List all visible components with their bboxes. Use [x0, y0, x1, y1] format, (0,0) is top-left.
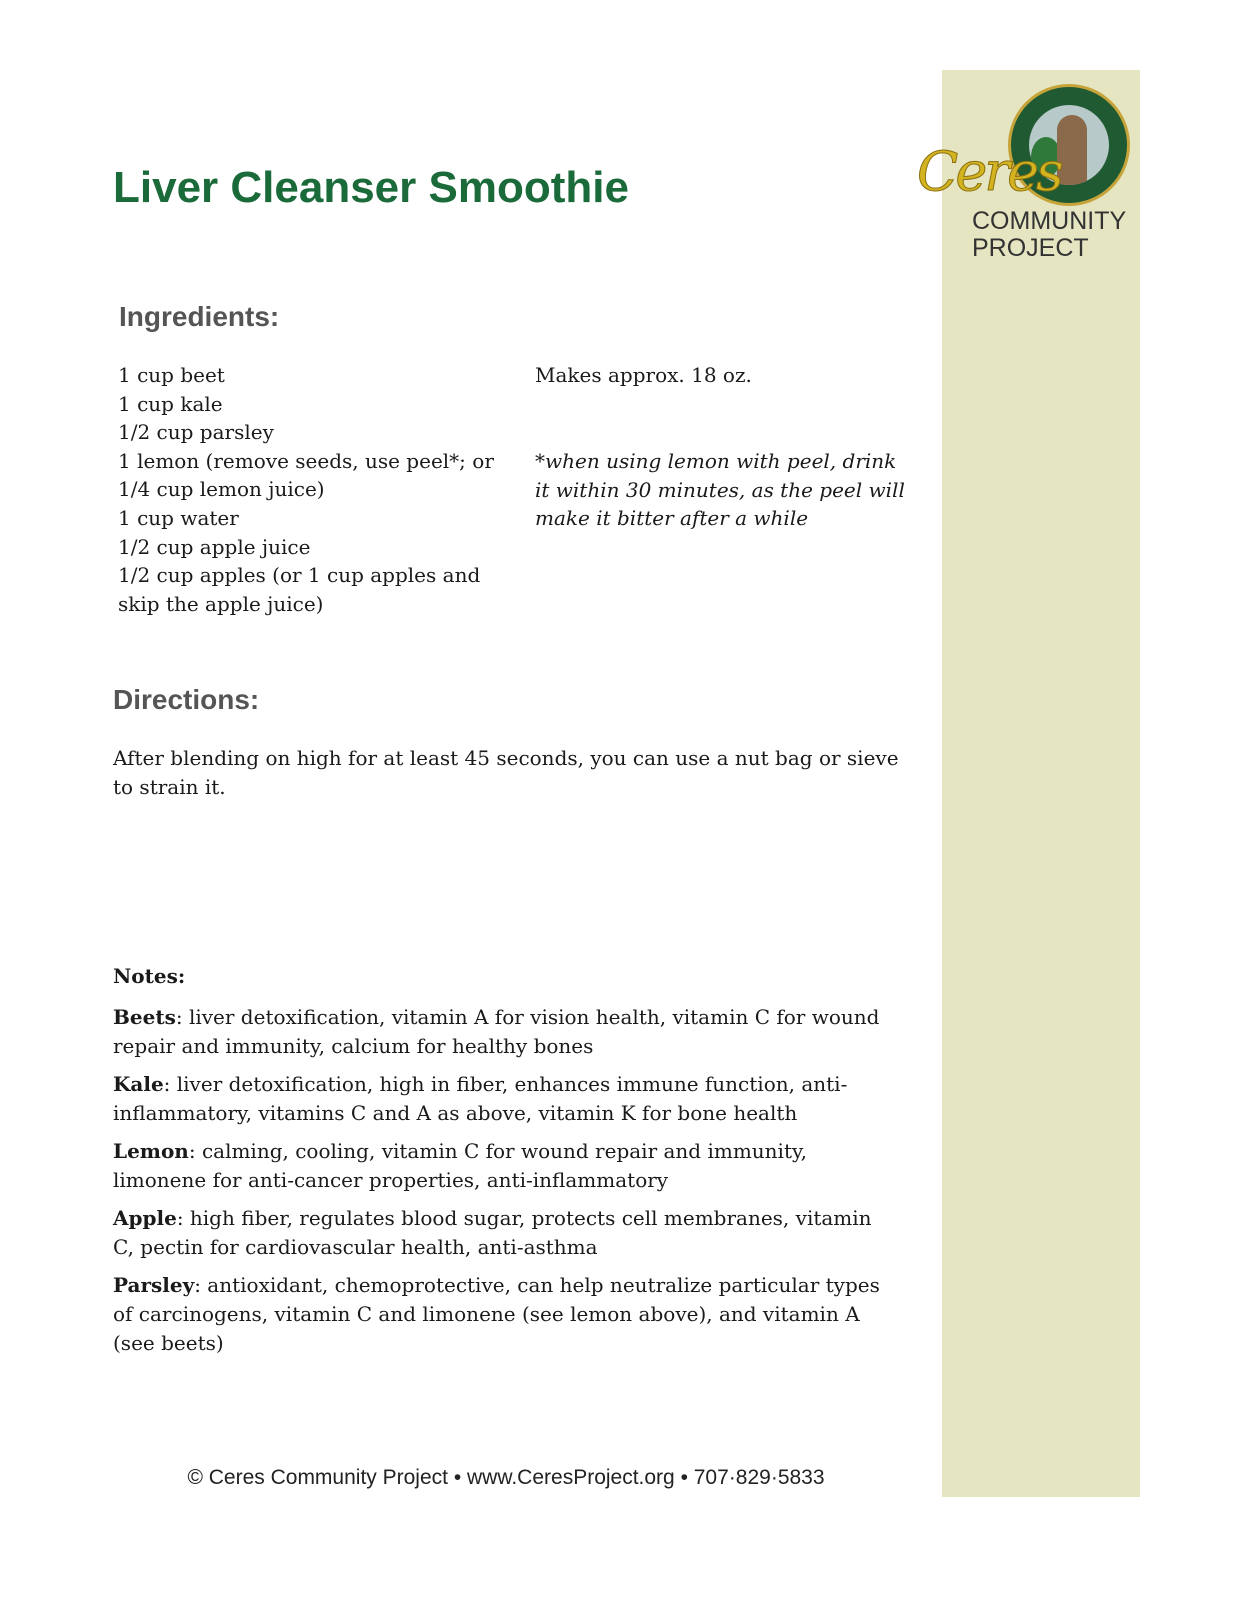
lemon-footnote: *when using lemon with peel, drink it within 30 minutes, as the peel will make it bitter after a while	[535, 449, 905, 531]
directions-text: After blending on high for at least 45 seconds, you can use a nut bag or sieve to strain it.	[113, 746, 899, 799]
logo-script: Ceres	[917, 140, 1061, 203]
notes-list	[113, 1003, 898, 1367]
note-kale: Kale: liver detoxification, high in fiber, enhances immune function, anti-inflammatory, vitamins C and A as above, vitamin K for bone health	[113, 1072, 848, 1125]
logo-text: COMMUNITY PROJECT	[972, 207, 1127, 262]
directions-heading: Directions:	[113, 684, 260, 715]
ingredient: 1/2 cup apples (or 1 cup apples and	[118, 563, 481, 588]
ingredient: 1 cup kale	[118, 391, 223, 416]
ingredient: 1 lemon (remove seeds, use peel*; or	[118, 448, 494, 473]
page-title: Liver Cleanser Smoothie	[113, 163, 629, 212]
sidebar-band	[942, 70, 1140, 1497]
ingredients-list	[118, 361, 494, 618]
yield: Makes approx. 18 oz.	[535, 363, 752, 387]
ceres-logo	[915, 80, 1155, 270]
ingredient: 1/2 cup apple juice	[118, 534, 311, 559]
note-beets: Beets: liver detoxification, vitamin A for vision health, vitamin C for wound repair and immunity, calcium for healthy bones	[113, 1005, 880, 1058]
note-apple: Apple: high fiber, regulates blood sugar, protects cell membranes, vitamin C, pectin for cardiovascular health, anti-asthma	[113, 1206, 872, 1259]
ingredient: 1/4 cup lemon juice)	[118, 477, 325, 502]
ingredient: 1/2 cup parsley	[118, 420, 274, 445]
note-parsley: Parsley: antioxidant, chemoprotective, can help neutralize particular types of carcinogens, vitamin C and limonene (see lemon above), and vitamin A (see beets)	[113, 1273, 880, 1355]
ingredient: 1 cup beet	[118, 363, 225, 387]
ingredient: 1 cup water	[118, 505, 239, 530]
ingredients-heading: Ingredients:	[119, 301, 280, 332]
note-lemon: Lemon: calming, cooling, vitamin C for wound repair and immunity, limonene for anti-cancer properties, anti-inflammatory	[113, 1139, 807, 1192]
notes-heading: Notes:	[113, 964, 186, 988]
footer-contact: © Ceres Community Project • www.CeresProject.org • 707·829·5833	[187, 1466, 825, 1489]
ingredient: skip the apple juice)	[118, 591, 324, 616]
